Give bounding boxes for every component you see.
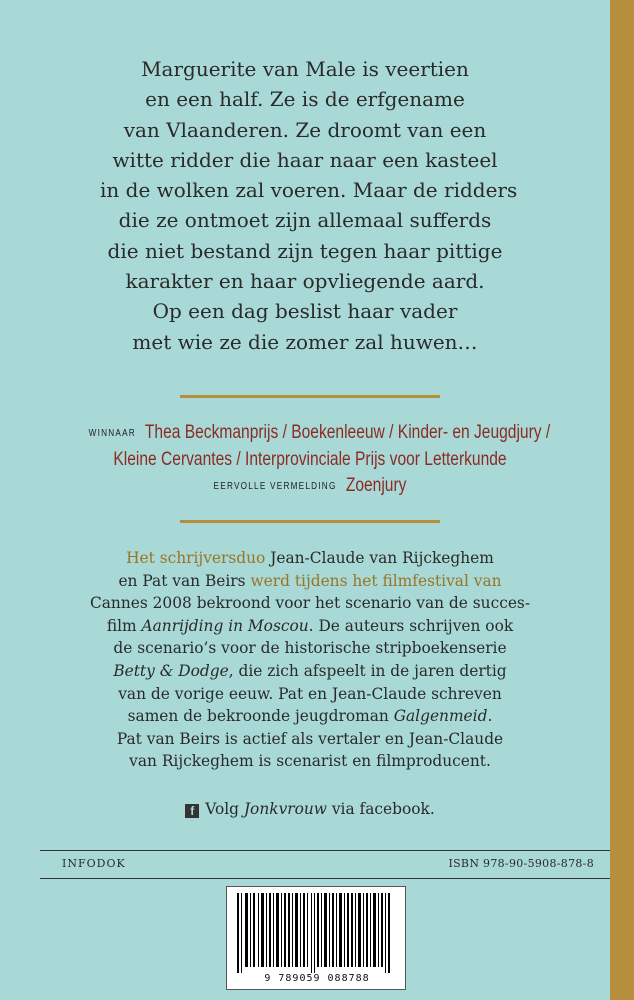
spine-gold-band: [610, 0, 634, 1000]
comic-title: Betty & Dodge: [113, 661, 229, 680]
bio-line: [60, 615, 560, 638]
bio-line: [60, 660, 560, 683]
footer-rule-bottom: [40, 878, 610, 879]
book-title: Galgenmeid: [393, 707, 488, 726]
barcode-digits: 9 789059 088788: [264, 973, 370, 984]
bio-line: [60, 570, 560, 593]
blurb-line: in de wolken zal voeren. Maar de ridders: [100, 178, 518, 203]
blurb-line: die ze ontmoet zijn allemaal sufferds: [118, 208, 492, 233]
award-name: Boekenleeuw: [291, 422, 385, 443]
blurb-line: en een half. Ze is de erfgename: [145, 87, 465, 112]
awards-row-1: [88, 420, 551, 447]
footer-rule-top: [40, 850, 610, 851]
bio-text: en Pat van Beirs: [118, 571, 246, 590]
isbn-label: ISBN 978-90-5908-878-8: [448, 857, 594, 870]
award-separator: /: [236, 449, 246, 470]
award-name: Zoenjury: [345, 475, 407, 496]
awards-block: [40, 420, 580, 500]
facebook-text: Volg: [205, 800, 244, 818]
bio-line: [60, 705, 560, 728]
publisher-label: INFODOK: [62, 857, 126, 870]
bio-text: . De auteurs schrijven ook: [308, 616, 514, 635]
bio-highlight: werd tijdens het filmfestival van: [245, 571, 502, 590]
bio-line: van Rijckeghem is scenarist en filmproducent.: [129, 752, 491, 771]
barcode: [226, 886, 406, 990]
award-separator: /: [389, 422, 398, 443]
award-name: Kleine Cervantes: [113, 449, 233, 470]
awards-row-2: [89, 447, 532, 473]
bio-line: Pat van Beirs is actief als vertaler en Jean-Claude: [116, 729, 504, 748]
winner-tag: WINNAAR: [88, 428, 136, 439]
blurb-line: Marguerite van Male is veertien: [141, 57, 469, 81]
bio-highlight: Het schrijversduo: [126, 549, 266, 567]
bio-text: , die zich afspeelt in de jaren dertig: [228, 661, 507, 680]
awards-row-3: [89, 473, 532, 500]
facebook-icon[interactable]: f: [185, 804, 199, 818]
award-name: Interprovinciale Prijs voor Letterkunde: [245, 449, 507, 470]
blurb-line: karakter en haar opvliegende aard.: [125, 269, 485, 294]
blurb-line: van Vlaanderen. Ze droomt van een: [123, 117, 487, 142]
bio-line: van de vorige eeuw. Pat en Jean-Claude schreven: [118, 684, 502, 703]
bio-text: .: [487, 707, 493, 726]
bio-line: Cannes 2008 bekroond voor het scenario van de succes-: [89, 594, 531, 613]
barcode-bars: [237, 893, 397, 973]
bio-text: samen de bekroonde jeugdroman: [127, 707, 394, 726]
facebook-book-title: Jonkvrouw: [243, 800, 327, 818]
divider-rule-bottom: [180, 520, 440, 523]
film-title: Aanrijding in Moscou: [141, 616, 309, 635]
bio-line: [60, 547, 560, 570]
blurb-line: die niet bestand zijn tegen haar pittige: [107, 238, 503, 263]
facebook-text: via facebook.: [326, 800, 435, 818]
award-separator: /: [545, 422, 551, 443]
honorable-mention-tag: EERVOLLE VERMELDING: [213, 481, 337, 492]
award-name: Kinder- en Jeugdjury: [397, 422, 542, 443]
divider-rule-top: [180, 395, 440, 398]
award-separator: /: [282, 422, 292, 443]
blurb-line: Op een dag beslist haar vader: [152, 299, 458, 324]
blurb-line: witte ridder die haar naar een kasteel: [112, 147, 498, 172]
blurb-line: met wie ze die zomer zal huwen…: [132, 329, 478, 354]
facebook-follow[interactable]: [60, 800, 560, 818]
bio-text: film: [106, 616, 142, 635]
bio-text: Jean-Claude van Rijckeghem: [265, 549, 494, 567]
award-name: Thea Beckmanprijs: [144, 422, 279, 443]
back-cover-blurb: [100, 54, 518, 357]
bio-line: de scenario’s voor de historische stripboekenserie: [113, 639, 507, 658]
authors-bio: [60, 547, 560, 773]
